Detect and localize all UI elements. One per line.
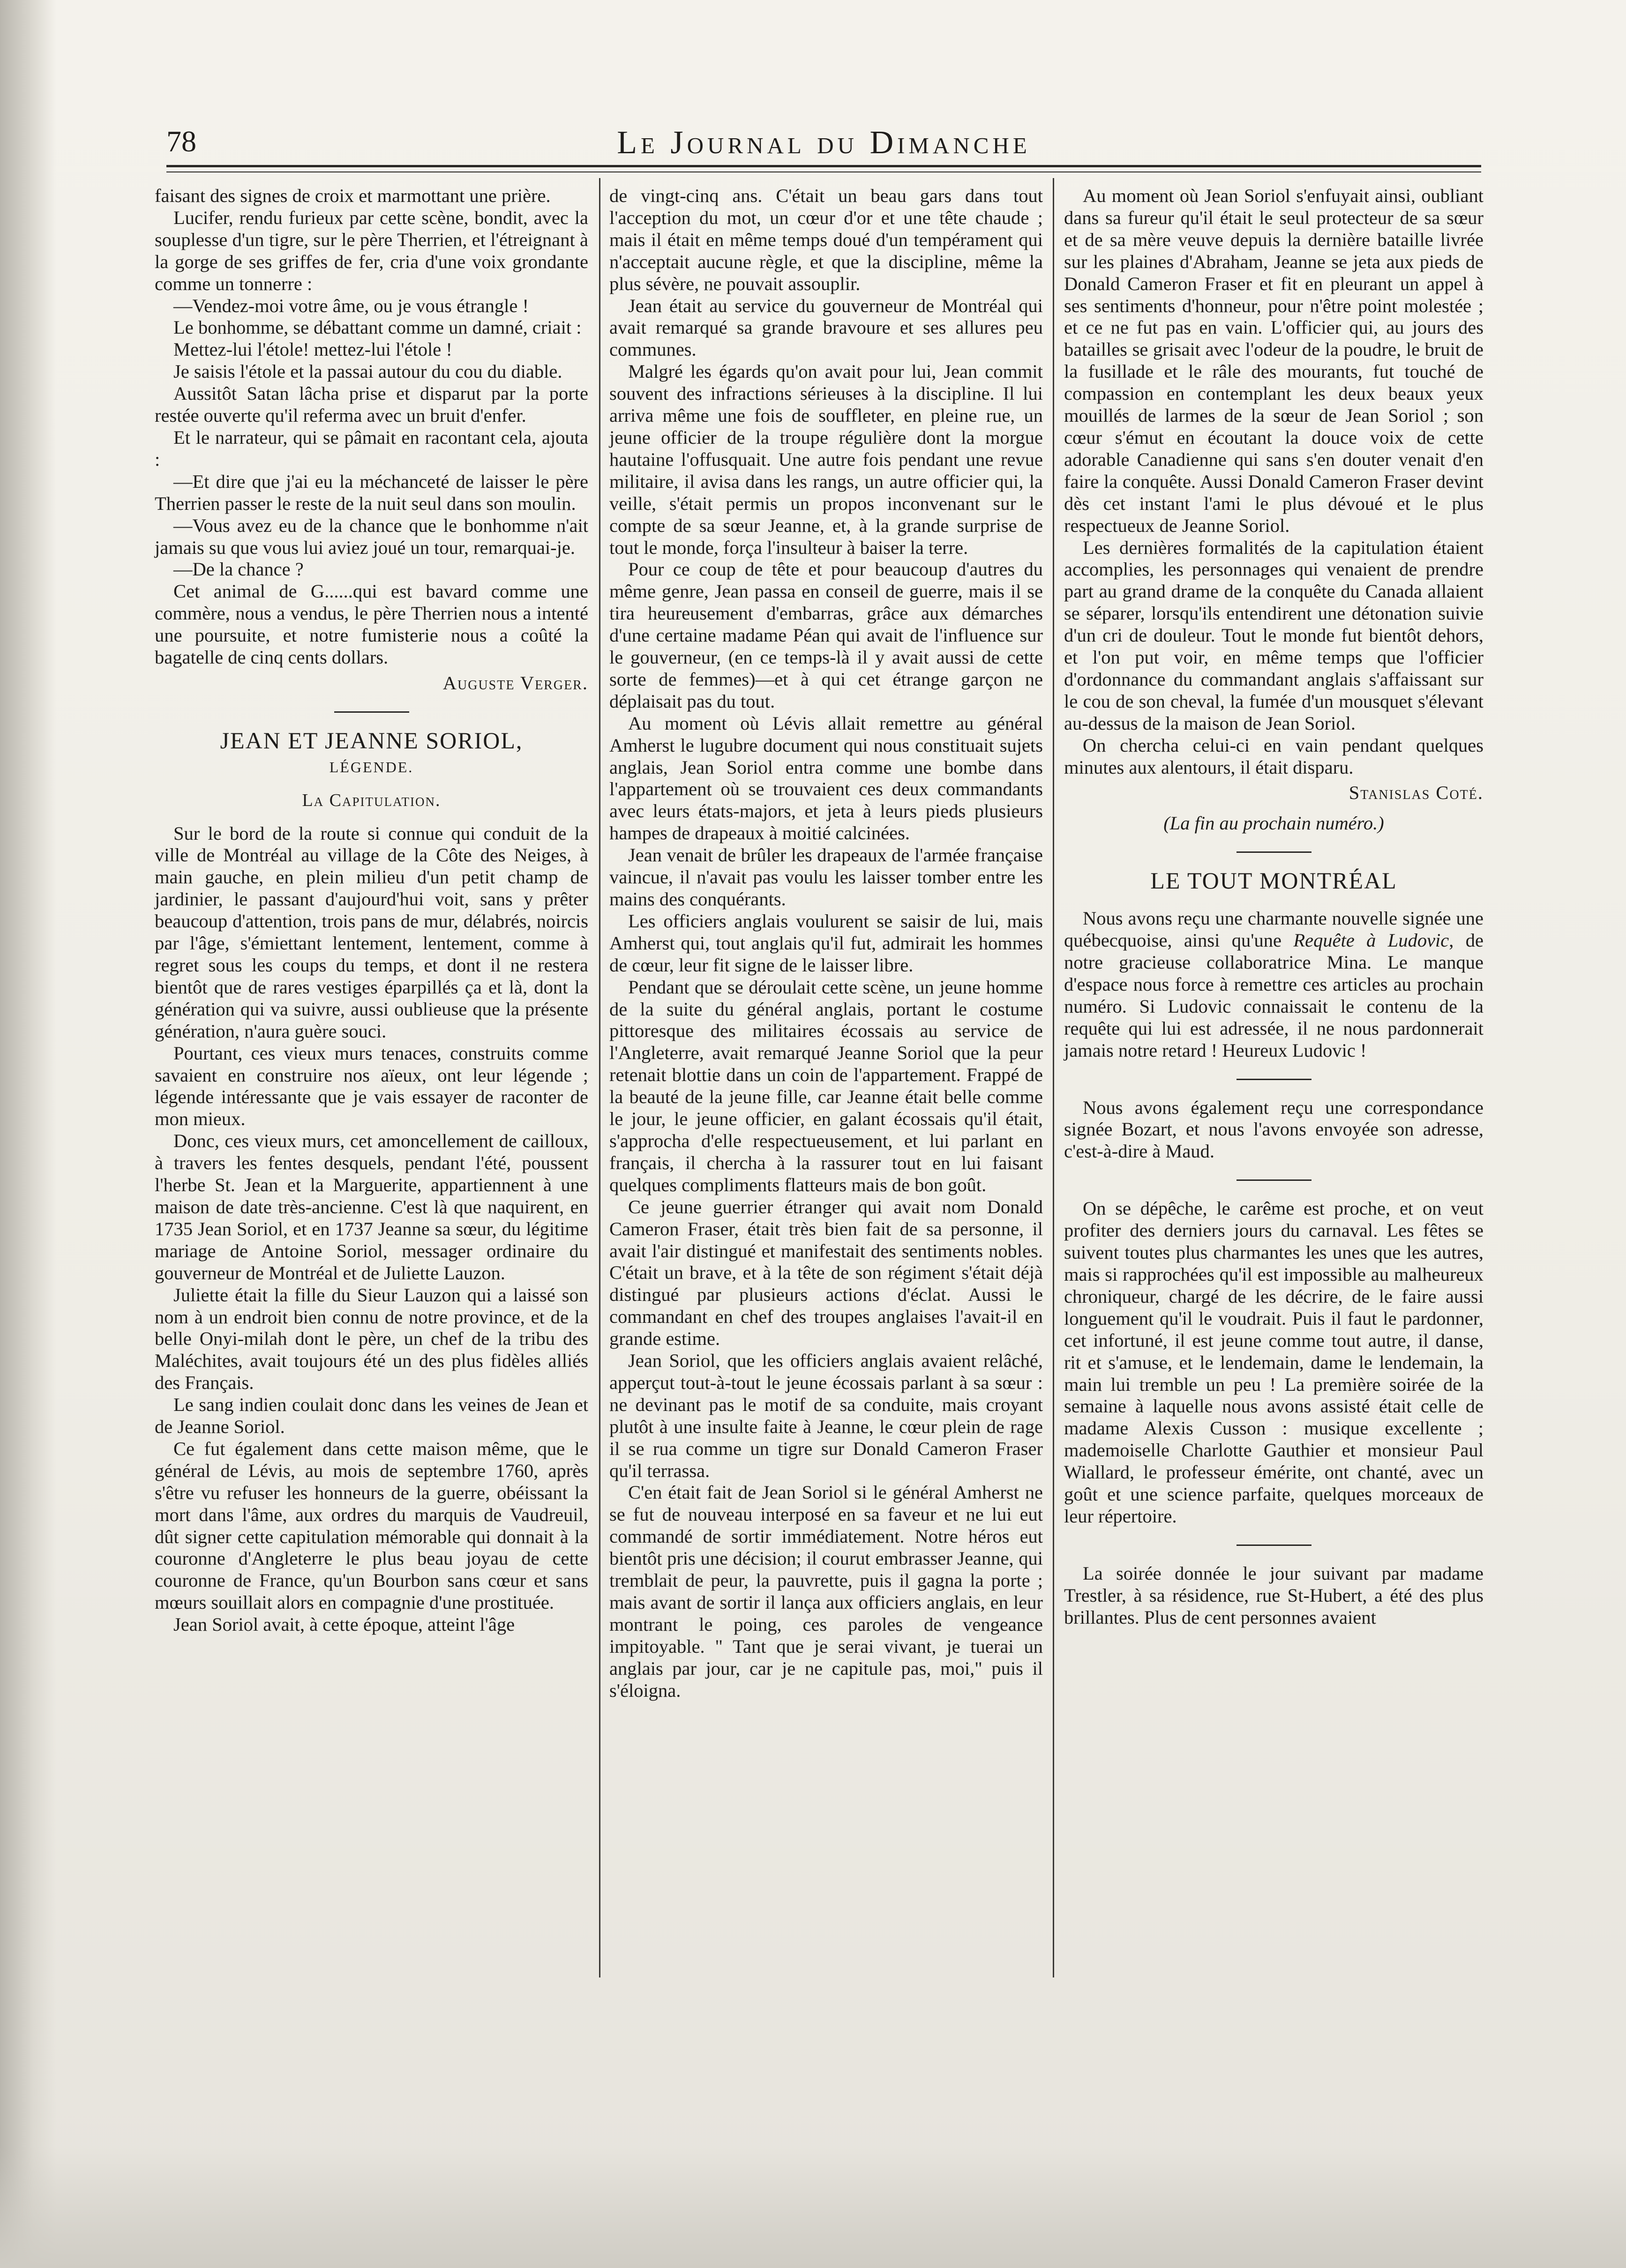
- author-signature: Stanislas Coté.: [1349, 782, 1484, 804]
- author-signature: Auguste Verger.: [442, 672, 588, 694]
- paragraph: Jean venait de brûler les drapeaux de l'armée française vaincue, il n'avait pas voulu les laisser tomber entre les mains des conquérants.: [609, 844, 1043, 910]
- paragraph: La soirée donnée le jour suivant par madame Trestler, à sa résidence, rue St-Hubert, a été des plus brillantes. Plus de cent personnes avaient: [1064, 1562, 1484, 1628]
- text: , de notre gracieuse collaboratrice Mina. Le manque d'espace nous force à remettre ces articles au prochain numéro. Si Ludovic connaissait le contenu de la requête qui lui est adressée, il ne nous pardonnerait jamais notre retard ! Heureux Ludovic !: [1064, 930, 1484, 1061]
- paragraph: Les officiers anglais voulurent se saisir de lui, mais Amherst qui, tout anglais qu'il fut, admirait les hommes de cœur, leur fit signe de le laisser libre.: [609, 910, 1043, 976]
- column-separator: [599, 178, 600, 1977]
- scan-shadow-left: [0, 0, 56, 2268]
- paragraph: Au moment où Jean Soriol s'enfuyait ainsi, oubliant dans sa fureur qu'il était le seul protecteur de sa sœur et de sa mère veuve depuis la dernière bataille livrée sur les plaines d'Abraham, Jeanne se jeta aux pieds de Donald Cameron Fraser et fit en pleurant un appel à ses sentiments d'honneur, pour n'être point molestée ; et ce ne fut pas en vain. L'officier qui, au jours des batailles se grisait avec l'odeur de la poudre, le bruit de la fusillade et le râle des mourants, fut touché de compassion en contemplant les deux beaux yeux mouillés de larmes de la sœur de Jean Soriol ; son cœur s'émut en écoutant la douce voix de cette adorable Canadienne qui sans s'en douter venait d'en faire la conquête. Aussi Donald Cameron Fraser devint dès cet instant l'ami le plus dévoué et le plus respectueux de Jeanne Soriol.: [1064, 185, 1484, 536]
- paragraph: Ce fut également dans cette maison même, que le général de Lévis, au mois de septembre 1760, après s'être vu refuser les honneurs de la guerre, obéissant la mort dans l'âme, aux ordres du marquis de Vaudreuil, dût signer cette capitulation mémorable qui donnait à la couronne d'Angleterre le plus beau joyau de cette couronne de France, qu'un Bourbon sans cœur et sans mœurs souillait alors en compagnie d'une prostituée.: [155, 1438, 588, 1613]
- paragraph: Pourtant, ces vieux murs tenaces, construits comme savaient en construire nos aïeux, ont leur légende ; légende intéressante que je vais essayer de raconter de mon mieux.: [155, 1042, 588, 1130]
- article-title: JEAN ET JEANNE SORIOL,: [220, 727, 523, 754]
- paragraph: Mettez-lui l'étole! mettez-lui l'étole !: [173, 339, 452, 360]
- paragraph: Pendant que se déroulait cette scène, un jeune homme de la suite du général anglais, portant le costume pittoresque des militaires écossais au service de l'Angleterre, avait remarqué Jeanne Soriol que la peur retenait blottie dans un coin de l'appartement. Frappé de la beauté de la jeune fille, car Jeanne était belle comme le jour, le jeune officier, en galant écossais qu'il était, s'approcha d'elle respectueusement, et lui parlant en français, il chercha à la rassurer tout en lui faisant quelques compliments flatteurs mais de bon goût.: [609, 976, 1043, 1195]
- divider: [1236, 1079, 1311, 1080]
- paragraph: Les dernières formalités de la capitulation étaient accomplies, les personnages qui venaient de prendre part au grand drame de la conquête du Canada allaient se séparer, lorsqu'ils entendirent une détonation suivie d'un cri de douleur. Tout le monde fut bientôt dehors, et l'on put voir, en même temps que l'officier d'ordonnance du commandant anglais s'affaissant sur le cou de son cheval, la fumée d'un mousquet s'élevant au-dessus de la maison de Jean Soriol.: [1064, 537, 1484, 734]
- paragraph: —De la chance ?: [173, 559, 304, 580]
- paragraph: Jean Soriol, que les officiers anglais avaient relâché, apperçut tout-à-tout le jeune écossais parlant à sa sœur : ne devinant pas le motif de sa conduite, mais croyant plutôt à une insulte faite à Jeanne, le cœur plein de rage il se rua comme un tigre sur Donald Cameron Fraser qu'il terrassa.: [609, 1350, 1043, 1481]
- section-title: La Capitulation.: [302, 790, 441, 810]
- paragraph: —Vous avez eu de la chance que le bonhomme n'ait jamais su que vous lui aviez joué un tour, remarquai-je.: [155, 515, 588, 558]
- paragraph: Jean Soriol avait, à cette époque, atteint l'âge: [173, 1614, 515, 1635]
- column-3: [1064, 185, 1484, 1629]
- article-subtitle: LÉGENDE.: [329, 758, 414, 776]
- scan-shadow-bottom: [0, 2146, 1626, 2268]
- paragraph: Juliette était la fille du Sieur Lauzon qui a laissé son nom à un endroit bien connu de notre province, et de la belle Onyi-milah dont le père, un chef de la tribu des Maléchites, avait toujours été un des plus fidèles alliés des Français.: [155, 1284, 588, 1394]
- paragraph: On chercha celui-ci en vain pendant quelques minutes aux alentours, il était disparu.: [1064, 734, 1484, 778]
- paragraph: Nous avons également reçu une correspondance signée Bozart, et nous l'avons envoyée son adresse, c'est-à-dire à Maud.: [1064, 1097, 1484, 1162]
- column-separator: [1053, 178, 1054, 1977]
- paragraph: faisant des signes de croix et marmottant une prière.: [155, 185, 551, 206]
- column-1: [155, 185, 588, 1636]
- page-header: [166, 124, 1481, 162]
- paragraph: Donc, ces vieux murs, cet amoncellement de cailloux, à travers les fentes desquels, pendant l'été, poussent l'herbe St. Jean et la Marguerite, appartiennent à une maison de date très-ancienne. C'est là que naquirent, en 1735 Jean Soriol, et en 1737 Jeanne sa sœur, du légitime mariage de Antoine Soriol, messager ordinaire du gouverneur de Montréal et de Juliette Lauzon.: [155, 1130, 588, 1283]
- header-rule: [166, 165, 1481, 167]
- article-title: LE TOUT MONTRÉAL: [1150, 867, 1397, 894]
- column-2: [609, 185, 1043, 1702]
- paragraph: Le sang indien coulait donc dans les veines de Jean et de Jeanne Soriol.: [155, 1394, 588, 1438]
- text: Nous avons reçu une charmante nouvelle signée une québecquoise, ainsi qu'une: [1064, 908, 1484, 951]
- paragraph: [1064, 908, 1484, 1061]
- paragraph: Jean était au service du gouverneur de Montréal qui avait remarqué sa grande bravoure et ses allures peu communes.: [609, 295, 1043, 360]
- divider: [1236, 1179, 1311, 1181]
- page-number: 78: [166, 125, 196, 158]
- paragraph: Je saisis l'étole et la passai autour du cou du diable.: [173, 361, 562, 382]
- paragraph: Ce jeune guerrier étranger qui avait nom Donald Cameron Fraser, était très bien fait de sa personne, il avait l'air distingué et manifestait des sentiments nobles. C'était un brave, et à la tête de son régiment s'était déjà distingué par plusieurs actions d'éclat. Aussi le commandant en chef des troupes anglaises l'avait-il en grande estime.: [609, 1196, 1043, 1350]
- to-be-continued: (La fin au prochain numéro.): [1163, 813, 1384, 834]
- paragraph: C'en était fait de Jean Soriol si le général Amherst ne se fut de nouveau interposé en sa faveur et ne lui eut commandé de sortir immédiatement. Notre héros eut bientôt pris une décision; il courut embrasser Jeanne, qui tremblait de peur, la pauvrette, puis il gagna la porte ; mais avant de sortir il lança aux officiers anglais, en leur montrant le poing, ces paroles de vengeance impitoyable. " Tant que je serai vivant, je tuerai un anglais par jour, car je ne capitule pas, moi," puis il s'éloigna.: [609, 1482, 1043, 1701]
- paragraph: Malgré les égards qu'on avait pour lui, Jean commit souvent des infractions sérieuses à la discipline. Il lui arriva même une fois de souffleter, en pleine rue, un jeune officier de la troupe régulière dont la morgue hautaine l'offusquait. Une autre fois pendant une revue militaire, il avisa dans les rangs, un autre officier qui, la veille, s'était permis un propos inconvenant sur le compte de sa sœur Jeanne, et, à la grande surprise de tout le monde, força l'insulteur à baiser la terre.: [609, 361, 1043, 558]
- paragraph: On se dépêche, le carême est proche, et on veut profiter des derniers jours du carnaval. Les fêtes se suivent toutes plus charmantes les unes que les autres, mais si rapprochées qu'il est impossible au malheureux chroniqueur, chargé de les décrire, de le faire aussi longuement qu'il le voudrait. Puis il faut le pardonner, cet infortuné, il est jeune comme tout autre, il danse, rit et s'amuse, et le lendemain, dame le lendemain, la main lui tremble un peu ! La première soirée de la semaine à laquelle nous avons assisté était celle de madame Alexis Cusson : musique excellente ; mademoiselle Charlotte Gauthier et monsieur Paul Wiallard, le professeur émérite, ont chanté, avec un goût et une science parfaite, quelques morceaux de leur répertoire.: [1064, 1198, 1484, 1527]
- paragraph: Au moment où Lévis allait remettre au général Amherst le lugubre document qui nous constituait sujets anglais, Jean Soriol entra comme une bombe dans l'appartement où se trouvaient ces deux commandants avec leurs états-majors, et jeta à leurs pieds plusieurs hampes de drapeaux à moitié calcinées.: [609, 712, 1043, 844]
- paragraph: de vingt-cinq ans. C'était un beau gars dans tout l'acception du mot, un cœur d'or et une tête chaude ; mais il était en même temps doué d'un tempérament qui n'acceptait aucune règle, et que la discipline, même la plus sévère, ne pouvait assouplir.: [609, 185, 1043, 294]
- paragraph: Cet animal de G......qui est bavard comme une commère, nous a vendus, le père Therrien nous a intenté une poursuite, et notre fumisterie nous a coûté la bagatelle de cinq cents dollars.: [155, 581, 588, 668]
- divider: [1236, 1544, 1311, 1546]
- paragraph: —Vendez-moi votre âme, ou je vous étrangle !: [173, 295, 529, 316]
- italic-title: Requête à Ludovic: [1293, 930, 1449, 951]
- divider: [1236, 851, 1311, 853]
- paragraph: Pour ce coup de tête et pour beaucoup d'autres du même genre, Jean passa en conseil de guerre, mais il se tira heureusement d'embarras, grâce aux démarches d'une certaine madame Péan qui avait de l'influence sur le gouverneur, (en ce temps-là il y avait aussi de cette sorte de femmes)—et à qui cet étrange garçon ne déplaisait pas du tout.: [609, 559, 1043, 712]
- paragraph: Aussitôt Satan lâcha prise et disparut par la porte restée ouverte qu'il referma avec un bruit d'enfer.: [155, 383, 588, 426]
- divider: [334, 711, 409, 713]
- paragraph: Et le narrateur, qui se pâmait en racontant cela, ajouta :: [155, 426, 588, 470]
- paragraph: Lucifer, rendu furieux par cette scène, bondit, avec la souplesse d'un tigre, sur le père Therrien, et l'étreignant à la gorge de ses griffes de fer, cria d'une voix grondante comme un tonnerre :: [155, 207, 588, 294]
- paragraph: Le bonhomme, se débattant comme un damné, criait :: [173, 317, 582, 338]
- paragraph: Sur le bord de la route si connue qui conduit de la ville de Montréal au village de la Côte des Neiges, à main gauche, en plein milieu d'un petit champ de jardinier, le passant d'aujourd'hui voit, sans y prêter beaucoup d'attention, trois pans de mur, délabrés, noircis par l'âge, s'émiettant lentement, lentement, comme à regret sous les coups du temps, et dont il ne restera bientôt que de rares vestiges éparpillés ça et là, dont la génération qui va suivre, aussi oublieuse que la présente génération, n'aura guère souci.: [155, 822, 588, 1042]
- journal-title: Le Journal du Dimanche: [617, 125, 1031, 161]
- paragraph: —Et dire que j'ai eu la méchanceté de laisser le père Therrien passer le reste de la nuit seul dans son moulin.: [155, 470, 588, 514]
